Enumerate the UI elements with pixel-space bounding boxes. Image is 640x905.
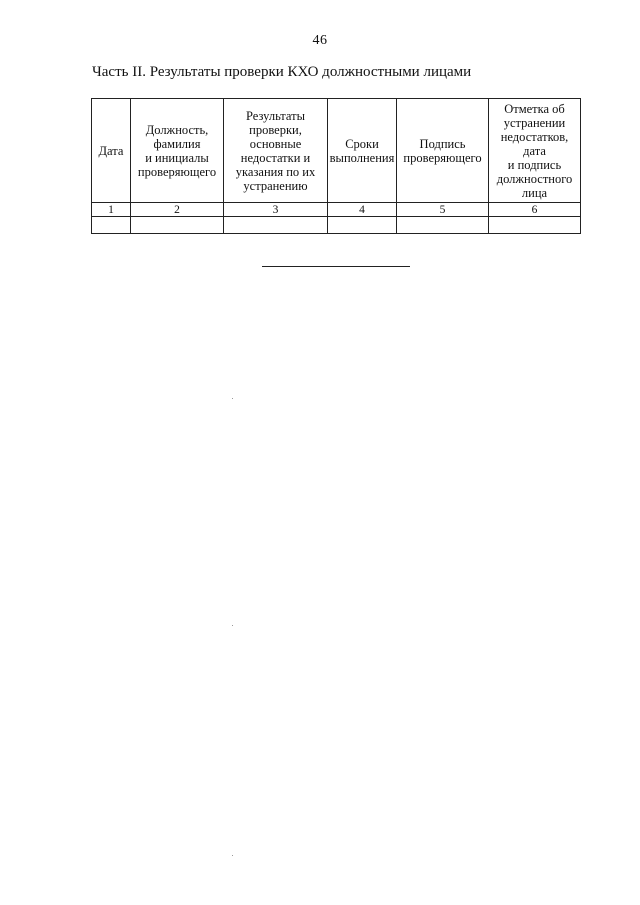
table-cell <box>92 217 131 234</box>
table-cell <box>224 217 328 234</box>
column-number: 4 <box>328 203 397 217</box>
scan-speck <box>232 855 233 856</box>
inspection-results-table <box>91 98 581 234</box>
table-row <box>92 217 581 234</box>
scan-speck <box>232 625 233 626</box>
header-date: Дата <box>92 99 131 203</box>
table-cell <box>131 217 224 234</box>
page-number: 46 <box>312 33 328 48</box>
header-results: Результаты проверки, основные недостатки и указания по их устранению <box>224 99 328 203</box>
header-deadlines: Сроки выполнения <box>328 99 397 203</box>
column-number: 2 <box>131 203 224 217</box>
column-number-row <box>92 203 581 217</box>
section-title: Часть II. Результаты проверки КХО должностными лицами <box>92 64 472 80</box>
column-number: 1 <box>92 203 131 217</box>
table-header-row <box>92 99 581 203</box>
end-divider-line <box>262 266 410 267</box>
table-cell <box>397 217 489 234</box>
header-inspector-signature: Подпись проверяющего <box>397 99 489 203</box>
column-number: 5 <box>397 203 489 217</box>
header-inspector-position-name: Должность, фамилия и инициалы проверяющего <box>131 99 224 203</box>
scan-speck <box>232 398 233 399</box>
column-number: 6 <box>489 203 581 217</box>
column-number: 3 <box>224 203 328 217</box>
table-cell <box>489 217 581 234</box>
header-remediation-mark: Отметка об устранении недостатков, дата и подпись должностного лица <box>489 99 581 203</box>
table-cell <box>328 217 397 234</box>
